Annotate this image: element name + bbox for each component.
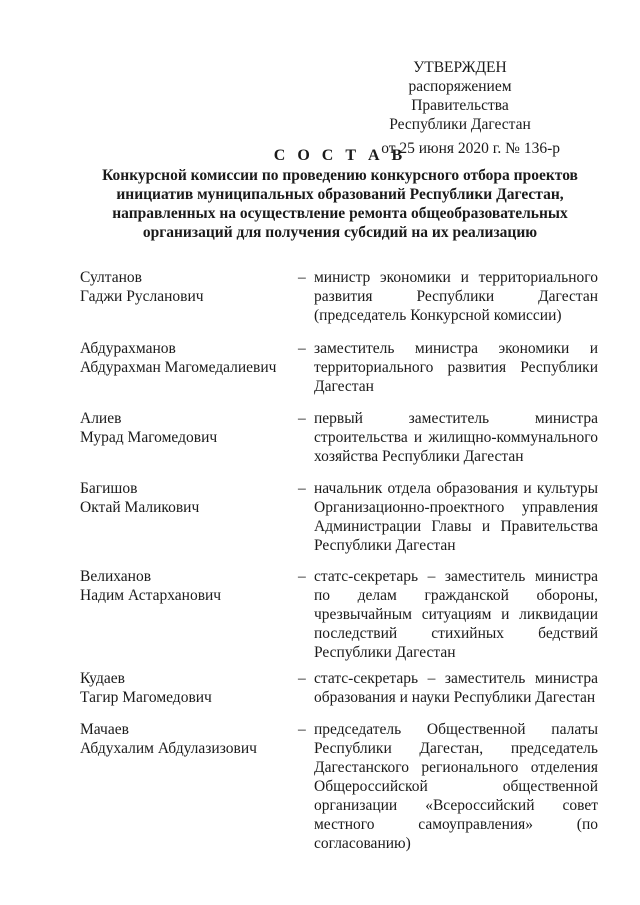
member-role: первый заместитель министра строительства и жилищно-коммунального хозяйства Республики Дагестан <box>314 410 598 465</box>
member-given-name: Надим Астарханович <box>80 587 222 604</box>
member-name <box>80 339 300 377</box>
approval-authority: распоряжением Правительства <box>408 78 512 114</box>
member-dash: – <box>298 670 306 687</box>
member-role: статс-секретарь – заместитель министра образования и науки Республики Дагестан <box>314 670 598 706</box>
member-given-name: Абдурахман Магомедалиевич <box>80 359 277 376</box>
member-role: статс-секретарь – заместитель министра по делам гражданской обороны, чрезвычайным ситуациям и ликвидации последствий стихийных бедствий Республики Дагестан <box>314 568 598 661</box>
member-name <box>80 669 300 707</box>
member-dash: – <box>298 568 306 585</box>
member-surname: Мачаев <box>80 721 129 738</box>
approval-heading: УТВЕРЖДЕН <box>413 59 507 76</box>
approval-date: от 25 июня 2020 г. № 136-р <box>381 140 560 157</box>
member-surname: Алиев <box>80 410 122 427</box>
member-given-name: Абдухалим Абдулазизович <box>80 740 257 757</box>
member-name <box>80 268 300 306</box>
member-name <box>80 409 300 447</box>
member-dash: – <box>298 410 306 427</box>
approval-stamp <box>360 58 560 158</box>
member-surname: Велиханов <box>80 568 152 585</box>
member-name <box>80 479 300 517</box>
member-role: заместитель министра экономики и территориального развития Республики Дагестан <box>314 340 598 395</box>
title-subtitle: Конкурсной комиссии по проведению конкурсного отбора проектов инициатив муниципальных образований Республики Дагестан, направленных на осуществление ремонта общеобразовательных организаций для получения субсидий на их реализацию <box>102 167 578 241</box>
member-name <box>80 567 300 605</box>
member-surname: Султанов <box>80 269 142 286</box>
document-title <box>80 146 600 242</box>
member-dash: – <box>298 480 306 497</box>
member-role: председатель Общественной палаты Республики Дагестан, председатель Дагестанского регионального отделения Общероссийской общественной организации «Всероссийский совет местного самоуправления» (по согласованию) <box>314 721 598 852</box>
member-given-name: Гаджи Русланович <box>80 288 204 305</box>
member-role: министр экономики и территориального развития Республики Дагестан (председатель Конкурсной комиссии) <box>314 269 598 324</box>
approval-region: Республики Дагестан <box>389 116 531 133</box>
member-dash: – <box>298 721 306 738</box>
title-heading: С О С Т А В <box>273 147 407 164</box>
member-dash: – <box>298 340 306 357</box>
member-surname: Багишов <box>80 480 138 497</box>
member-dash: – <box>298 269 306 286</box>
member-given-name: Тагир Магомедович <box>80 689 212 706</box>
member-surname: Кудаев <box>80 670 125 687</box>
member-surname: Абдурахманов <box>80 340 176 357</box>
member-given-name: Мурад Магомедович <box>80 429 218 446</box>
member-given-name: Октай Маликович <box>80 499 200 516</box>
member-role: начальник отдела образования и культуры Организационно-проектного управления Администрации Главы и Правительства Республики Дагестан <box>314 480 598 554</box>
member-name <box>80 720 300 758</box>
